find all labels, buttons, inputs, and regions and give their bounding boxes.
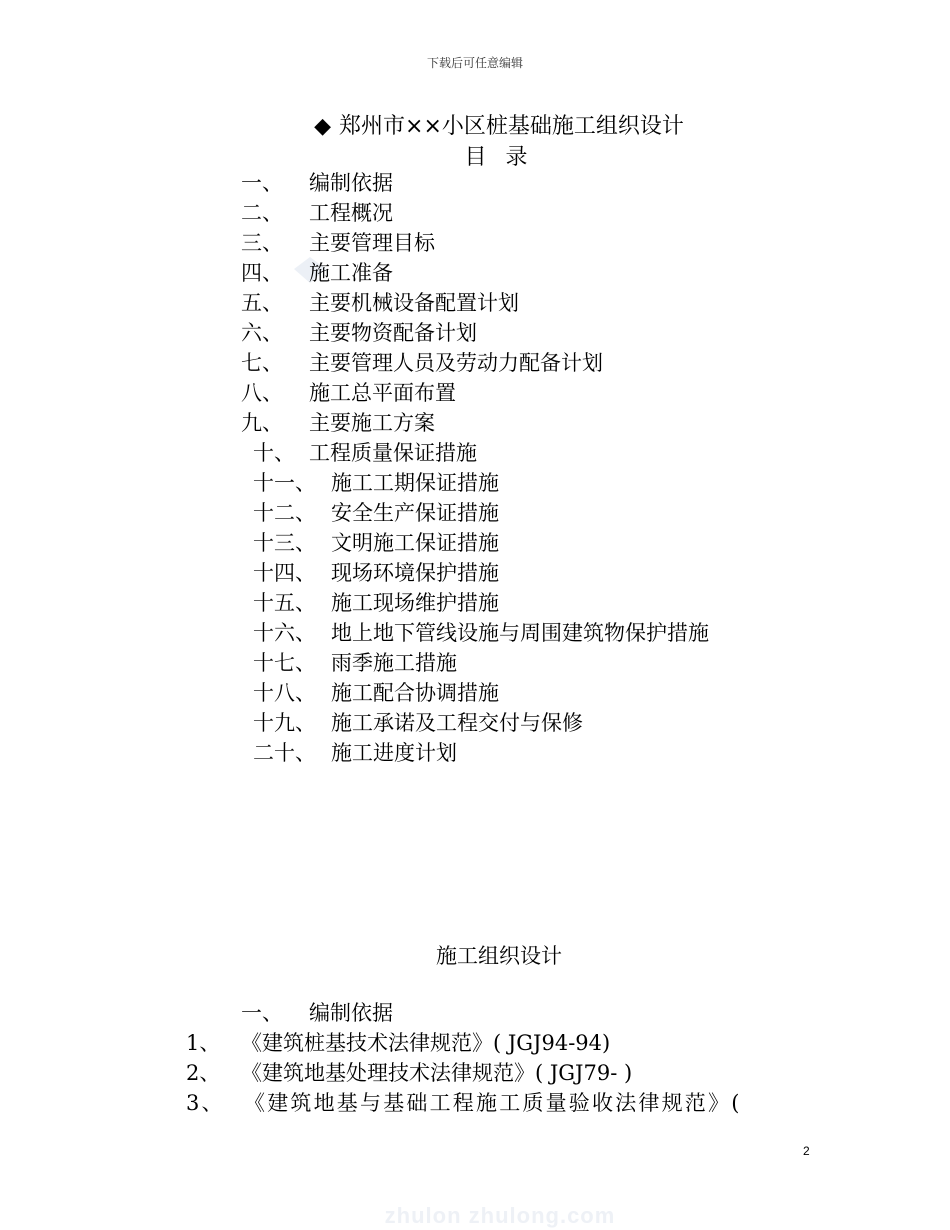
toc-item-number: 十、: [253, 441, 295, 465]
reference-item-text: 《建筑地基处理技术法律规范》( JGJ79- ): [241, 1061, 633, 1085]
toc-item-number: 二十、: [253, 741, 316, 765]
toc-item[interactable]: [241, 318, 477, 348]
page-header: 下载后可任意编辑: [426, 56, 523, 70]
toc-item-label: 施工准备: [309, 261, 393, 285]
page-number: 2: [803, 1144, 810, 1158]
toc-heading: 目 录: [464, 145, 534, 170]
reference-item: [186, 1058, 632, 1088]
reference-item-number: 3、: [186, 1091, 225, 1115]
reference-item-text: 《建筑桩基技术法律规范》( JGJ94-94): [241, 1031, 611, 1055]
toc-item-number: 二、: [241, 201, 283, 225]
toc-item[interactable]: [241, 288, 519, 318]
toc-item[interactable]: [253, 498, 499, 528]
toc-item[interactable]: [241, 348, 603, 378]
toc-item-number: 十六、: [253, 621, 316, 645]
toc-item-label: 工程质量保证措施: [309, 441, 477, 465]
toc-item-label: 编制依据: [309, 171, 393, 195]
reference-item-number: 2、: [186, 1061, 221, 1085]
toc-item-label: 工程概况: [309, 201, 393, 225]
watermark-text: zhulon zhulong.com: [384, 1203, 616, 1228]
toc-item-label: 施工配合协调措施: [331, 681, 499, 705]
toc-item-number: 十三、: [253, 531, 316, 555]
toc-item-number: 八、: [241, 381, 283, 405]
toc-item[interactable]: [253, 618, 709, 648]
toc-item-number: 十二、: [253, 501, 316, 525]
toc-item-label: 现场环境保护措施: [331, 561, 499, 585]
toc-item-number: 十一、: [253, 471, 316, 495]
toc-item[interactable]: [253, 528, 499, 558]
toc-item-number: 十九、: [253, 711, 316, 735]
toc-item-label: 主要管理目标: [309, 231, 435, 255]
reference-item: [186, 1028, 610, 1058]
toc-item-label: 主要物资配备计划: [309, 321, 477, 345]
toc-item-label: 文明施工保证措施: [331, 531, 499, 555]
toc-item[interactable]: [241, 258, 393, 288]
toc-item-number: 十八、: [253, 681, 316, 705]
section-heading-number: 一、: [241, 1001, 283, 1025]
toc-item-number: 六、: [241, 321, 283, 345]
toc-item-number: 十四、: [253, 561, 316, 585]
toc-item-label: 主要施工方案: [309, 411, 435, 435]
toc-item-number: 十七、: [253, 651, 316, 675]
diamond-bullet-icon: ◆: [314, 114, 332, 139]
toc-item-number: 十五、: [253, 591, 316, 615]
toc-item-number: 七、: [241, 351, 283, 375]
toc-item-label: 施工承诺及工程交付与保修: [331, 711, 583, 735]
toc-item-number: 九、: [241, 411, 283, 435]
toc-item[interactable]: [253, 738, 457, 768]
toc-item-number: 一、: [241, 171, 283, 195]
toc-item-label: 雨季施工措施: [331, 651, 457, 675]
toc-item[interactable]: [241, 228, 435, 258]
toc-item-label: 施工工期保证措施: [331, 471, 499, 495]
toc-item-label: 施工总平面布置: [309, 381, 456, 405]
toc-item-label: 主要管理人员及劳动力配备计划: [309, 351, 603, 375]
section-heading-label: 编制依据: [309, 1001, 393, 1025]
toc-item[interactable]: [253, 708, 583, 738]
section-title: 施工组织设计: [436, 944, 562, 968]
toc-item-number: 三、: [241, 231, 283, 255]
reference-item: [186, 1088, 742, 1118]
toc-item-number: 四、: [241, 261, 283, 285]
toc-item-number: 五、: [241, 291, 283, 315]
toc-item-label: 施工进度计划: [331, 741, 457, 765]
toc-item[interactable]: [253, 558, 499, 588]
toc-item[interactable]: [253, 648, 457, 678]
toc-item[interactable]: [253, 438, 477, 468]
toc-item-label: 地上地下管线设施与周围建筑物保护措施: [331, 621, 709, 645]
toc-item-label: 主要机械设备配置计划: [309, 291, 519, 315]
toc-item[interactable]: [241, 378, 456, 408]
document-title: [0, 109, 950, 140]
reference-item-text: 《建筑地基与基础工程施工质量验收法律规范》(: [244, 1091, 742, 1115]
toc-item[interactable]: [253, 468, 499, 498]
toc-item[interactable]: [241, 198, 393, 228]
toc-item[interactable]: [241, 408, 435, 438]
section-heading: [241, 998, 393, 1028]
toc-item[interactable]: [253, 588, 499, 618]
reference-item-number: 1、: [186, 1031, 221, 1055]
document-title-text: 郑州市××小区桩基础施工组织设计: [339, 114, 684, 139]
toc-item[interactable]: [241, 168, 393, 198]
toc-item-label: 施工现场维护措施: [331, 591, 499, 615]
toc-item-label: 安全生产保证措施: [331, 501, 499, 525]
toc-item[interactable]: [253, 678, 499, 708]
